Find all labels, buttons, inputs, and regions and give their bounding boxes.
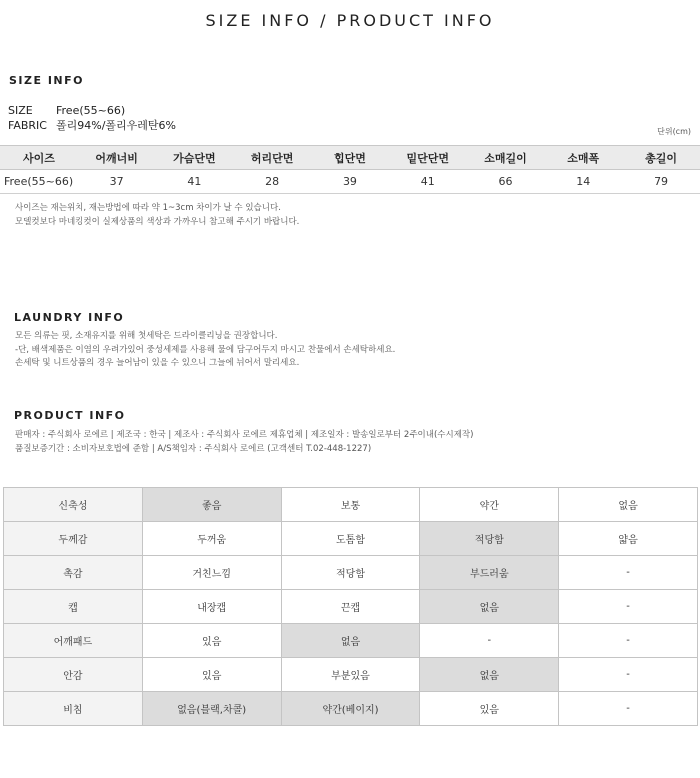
attribute-option: -: [420, 624, 559, 658]
attribute-option-selected: 없음: [420, 658, 559, 692]
table-row: [0, 170, 700, 194]
size-cell: 66: [467, 170, 545, 194]
size-table-header: [0, 146, 700, 170]
attribute-option: 있음: [420, 692, 559, 726]
attribute-option-selected: 좋음: [142, 488, 281, 522]
attribute-option: 거친느낌: [142, 556, 281, 590]
attribute-option-selected: 적당함: [420, 522, 559, 556]
attribute-option: 내장캡: [142, 590, 281, 624]
fabric-value: 폴리94%/폴리우레탄6%: [56, 119, 176, 132]
page-title: SIZE INFO / PRODUCT INFO: [205, 11, 495, 30]
size-cell: 79: [622, 170, 700, 194]
fabric-spec: [8, 117, 176, 133]
attribute-option: 있음: [142, 658, 281, 692]
attribute-option: -: [559, 590, 698, 624]
attribute-option: 끈캡: [281, 590, 420, 624]
attribute-option: 두꺼움: [142, 522, 281, 556]
attribute-option: 도톰함: [281, 522, 420, 556]
attribute-option: -: [559, 624, 698, 658]
attribute-row: [4, 658, 698, 692]
size-notes: [15, 202, 299, 229]
attribute-row: [4, 590, 698, 624]
attribute-label: 촉감: [4, 556, 143, 590]
attribute-row: [4, 556, 698, 590]
attribute-row: [4, 692, 698, 726]
size-label: SIZE: [8, 104, 33, 117]
product-info-heading: PRODUCT INFO: [14, 409, 126, 422]
size-header-cell: 소매길이: [467, 146, 545, 170]
product-notes: [15, 429, 473, 456]
size-cell: 41: [389, 170, 467, 194]
laundry-line: 손세탁 및 니트상품의 경우 늘어남이 있을 수 있으니 그늘에 뉘어서 말리세요.: [15, 358, 300, 368]
attribute-row: [4, 488, 698, 522]
size-cell: 14: [544, 170, 622, 194]
size-header-cell: 총길이: [622, 146, 700, 170]
size-header-cell: 밑단단면: [389, 146, 467, 170]
attribute-option: 얇음: [559, 522, 698, 556]
attribute-option-selected: 약간(베이지): [281, 692, 420, 726]
fabric-label: FABRIC: [8, 119, 47, 132]
attribute-option: 약간: [420, 488, 559, 522]
unit-label: 단위(cm): [657, 127, 691, 136]
attribute-option: 부분있음: [281, 658, 420, 692]
attribute-option: 보통: [281, 488, 420, 522]
size-cell: 41: [156, 170, 234, 194]
attribute-option: 적당함: [281, 556, 420, 590]
size-header-cell: 힙단면: [311, 146, 389, 170]
size-note-line: 사이즈는 재는위치, 재는방법에 따라 약 1~3cm 차이가 날 수 있습니다.: [15, 203, 281, 213]
attribute-row: [4, 624, 698, 658]
attribute-option-selected: 없음: [281, 624, 420, 658]
attribute-option-selected: 부드러움: [420, 556, 559, 590]
size-header-cell: 가슴단면: [156, 146, 234, 170]
size-cell: Free(55~66): [0, 170, 78, 194]
attribute-option: -: [559, 658, 698, 692]
size-spec: [8, 104, 125, 117]
size-table: [0, 145, 700, 194]
product-line: 판매자 : 주식회사 로에르 | 제조국 : 한국 | 제조사 : 주식회사 로에르 제휴업체 | 제조일자 : 발송일로부터 2주이내(수시제작): [15, 430, 474, 440]
laundry-info-heading: LAUNDRY INFO: [14, 311, 125, 324]
product-line: 품질보증기간 : 소비자보호법에 준함 | A/S책임자 : 주식회사 로에르 (고객센터 T.02-448-1227): [15, 443, 372, 454]
laundry-notes: [15, 330, 395, 371]
attribute-option: 있음: [142, 624, 281, 658]
attribute-label: 비침: [4, 692, 143, 726]
attribute-option: 없음: [559, 488, 698, 522]
size-cell: 37: [78, 170, 156, 194]
attribute-label: 어깨패드: [4, 624, 143, 658]
laundry-line: -단, 배색제품은 이염의 우려가있어 중성세제를 사용해 물에 담구어두지 마시고 찬물에서 손세탁하세요.: [15, 344, 396, 355]
size-cell: 28: [233, 170, 311, 194]
attribute-label: 캡: [4, 590, 143, 624]
size-info-heading: SIZE INFO: [9, 74, 84, 87]
size-cell: 39: [311, 170, 389, 194]
size-note-line: 모델컷보다 마네킹컷이 실제상품의 색상과 가까우니 참고해 주시기 바랍니다.: [15, 216, 300, 227]
attribute-option: -: [559, 556, 698, 590]
attribute-label: 신축성: [4, 488, 143, 522]
size-header-cell: 소매폭: [544, 146, 622, 170]
attribute-row: [4, 522, 698, 556]
size-value: Free(55~66): [56, 104, 126, 117]
attribute-label: 안감: [4, 658, 143, 692]
size-header-cell: 허리단면: [233, 146, 311, 170]
attribute-table: [3, 487, 698, 726]
attribute-option: -: [559, 692, 698, 726]
attribute-option-selected: 없음: [420, 590, 559, 624]
size-header-cell: 어깨너비: [78, 146, 156, 170]
laundry-line: 모든 의류는 핏, 소재유지를 위해 첫세탁은 드라이클리닝을 권장합니다.: [15, 331, 278, 341]
attribute-option-selected: 없음(블랙,차콜): [142, 692, 281, 726]
attribute-label: 두께감: [4, 522, 143, 556]
size-header-cell: 사이즈: [0, 146, 78, 170]
